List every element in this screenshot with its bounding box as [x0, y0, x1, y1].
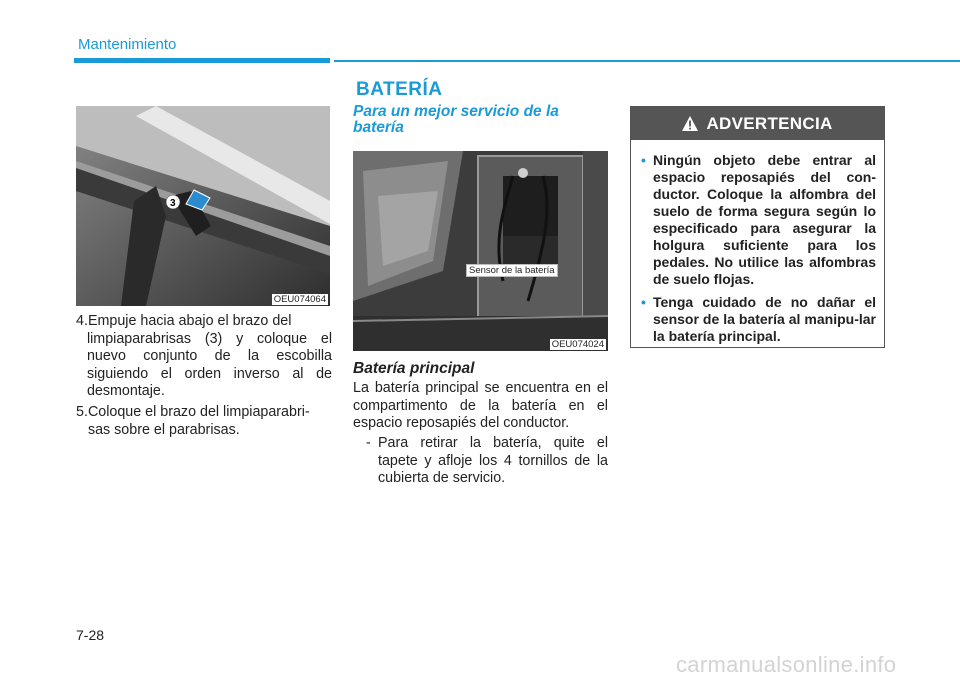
step-rest: sas sobre el parabrisas.: [87, 421, 240, 438]
warning-header: [631, 107, 884, 140]
warning-item: [641, 152, 876, 288]
step-first-line: Coloque el brazo del limpiaparabri-: [87, 403, 310, 420]
warning-title: ADVERTENCIA: [706, 113, 833, 133]
figure-code: OEU074024: [551, 339, 604, 350]
dash-marker: -: [366, 435, 371, 451]
step-number: 5.: [76, 403, 88, 420]
step-text: [88, 404, 332, 439]
watermark: carmanualsonline.info: [676, 652, 897, 677]
warning-box: [630, 106, 885, 348]
dash-text: Para retirar la batería, quite el tapete y afloje los 4 tornillos de la cubierta de servicio.: [378, 435, 608, 487]
warning-triangle-icon: [682, 116, 698, 131]
paragraph: La batería principal se encuentra en el compartimento de la batería en el espacio reposapiés del conductor.: [353, 380, 608, 432]
warning-list: [631, 140, 884, 345]
figure-callout-number: 3: [170, 198, 176, 209]
header-rule-thick: [74, 58, 330, 63]
step-item: [76, 404, 332, 439]
page-number: 7-28: [76, 627, 105, 643]
figure-code: OEU074064: [273, 294, 326, 305]
warning-text: Ningún objeto debe entrar al espacio reposapiés del con-ductor. Coloque la alfombra del suelo de forma segura según lo especificado para asegurar la holgura suficiente para los pedales. No utilice las alfombras de suelo flojas.: [653, 152, 876, 287]
step-item: [76, 313, 332, 401]
wiper-arm-photo: [76, 106, 330, 306]
battery-illustration: [353, 151, 608, 351]
section-title-main-battery: Batería principal: [353, 360, 475, 377]
main-title: BATERÍA: [356, 79, 443, 100]
header-rule-thin: [334, 60, 960, 62]
section-header: Mantenimiento: [78, 36, 177, 53]
warning-item: [641, 294, 876, 345]
step-rest: limpiaparabrisas (3) y coloque el nuevo conjunto de la escobilla siguiendo el orden inverso al de desmontaje.: [86, 330, 332, 400]
step-number: 4.: [76, 313, 88, 329]
dash-item: [366, 435, 608, 488]
warning-text: Tenga cuidado de no dañar el sensor de la batería al manipu-lar la batería principal.: [653, 294, 876, 344]
bullet-icon: •: [641, 152, 646, 168]
subtitle: Para un mejor servicio de la batería: [353, 103, 559, 136]
battery-photo: [353, 151, 608, 351]
wiper-arm-illustration: [76, 106, 330, 306]
bullet-icon: •: [641, 294, 646, 310]
battery-sensor-callout: Sensor de la batería: [466, 264, 558, 277]
step-text: [88, 313, 332, 401]
step-first-line: Empuje hacia abajo el brazo del: [87, 313, 292, 329]
steps-list: [76, 313, 332, 442]
